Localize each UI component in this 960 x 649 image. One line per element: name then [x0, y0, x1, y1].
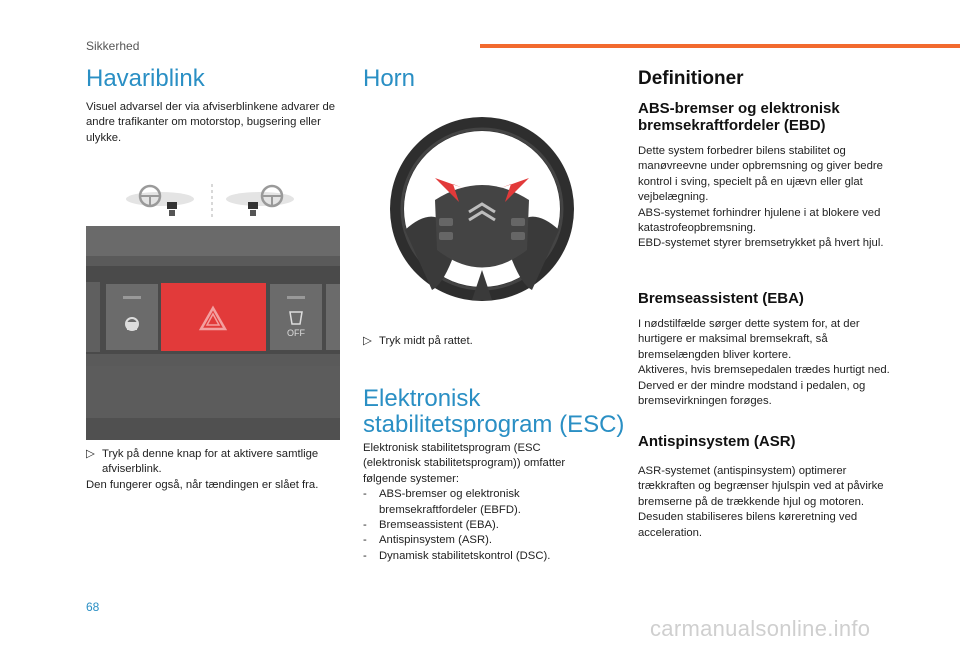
eba-text: I nødstilfælde sørger dette system for, at der hurtigere er maksimal bremsekraft, så bremselængden bliver kortere.	[638, 318, 860, 361]
abs-text2: ABS-systemet forhindrer hjulene i at blokere ved katastrofeopbremsning.	[638, 206, 881, 235]
horn-instruction	[363, 334, 603, 349]
havariblink-instruction-text: Tryk på denne knap for at aktivere samtlige afviserblink.	[102, 448, 319, 476]
abs-title: ABS-bremser og elektronisk bremsekraftfordeler (EBD)	[638, 100, 840, 134]
watermark: carmanualsonline.info	[650, 616, 871, 641]
page-number: 68	[86, 600, 100, 614]
section-accent-bar	[480, 44, 960, 48]
horn-instruction-text: Tryk midt på rattet.	[379, 335, 473, 347]
steering-wheel-illustration	[387, 110, 577, 310]
esc-body	[363, 441, 588, 564]
eba-text2: Aktiveres, hvis bremsepedalen trædes hurtigt ned. Derved er der mindre modstand i pedalen, og bremsevirkningen forøges.	[638, 364, 890, 408]
abs-body	[638, 144, 893, 252]
esc-off-label: OFF	[287, 328, 305, 338]
rhd-pictogram-icon	[226, 186, 294, 216]
havariblink-instruction	[86, 447, 346, 493]
abs-text3: EBD-systemet styrer bremsetrykket på hvert hjul.	[638, 237, 884, 250]
asr-title: Antispinsystem (ASR)	[638, 433, 796, 450]
esc-off-switch	[270, 284, 322, 350]
eba-title: Bremseassistent (EBA)	[638, 290, 804, 307]
havariblink-note: Den fungerer også, når tændingen er slået fra.	[86, 478, 319, 491]
instruction-bullet-icon: ▷	[363, 335, 372, 347]
instruction-bullet-icon: ▷	[86, 448, 95, 460]
esc-list-item: - ABS-bremser og elektronisk bremsekraftfordeler (EBFD).	[363, 488, 521, 516]
havariblink-intro: Visuel advarsel der via afviserblinkene advarer de andre trafikanter om motorstop, bugsering eller ulykke.	[86, 101, 336, 144]
esc-list-item: - Bremseassistent (EBA).	[363, 519, 499, 532]
abs-text: Dette system forbedrer bilens stabilitet og manøvreevne under opbremsning og giver bedre kontrol i sving, specielt på en ujævn eller glat vejbelægning.	[638, 145, 883, 204]
lhd-pictogram-icon	[126, 186, 194, 216]
esc-list-item: - Dynamisk stabilitetskontrol (DSC).	[363, 549, 551, 562]
esc-title-line2: stabilitetsprogram (ESC)	[363, 411, 625, 438]
eba-body	[638, 317, 896, 409]
steering-wheel-pictograms	[120, 182, 300, 222]
esc-title-line1: Elektronisk	[363, 385, 481, 412]
asr-body: ASR-systemet (antispinsystem) optimerer trækkraften og begrænser hjulspin ved at påvirke bremserne på de trækkende hjul og motoren. Desuden stabiliseres bilens køreretning ved acceleration.	[638, 465, 884, 539]
esc-list-item: - Antispinsystem (ASR).	[363, 534, 492, 547]
section-label: Sikkerhed	[86, 39, 140, 53]
esc-title	[363, 386, 624, 438]
hazard-switch-panel-illustration	[86, 226, 340, 440]
esc-intro: Elektronisk stabilitetsprogram (ESC (elektronisk stabilitetsprogram)) omfatter følgende systemer:	[363, 442, 566, 485]
havariblink-title: Havariblink	[86, 65, 205, 92]
hazard-button	[161, 283, 266, 351]
horn-title: Horn	[363, 65, 416, 92]
definitioner-title: Definitioner	[638, 68, 744, 89]
